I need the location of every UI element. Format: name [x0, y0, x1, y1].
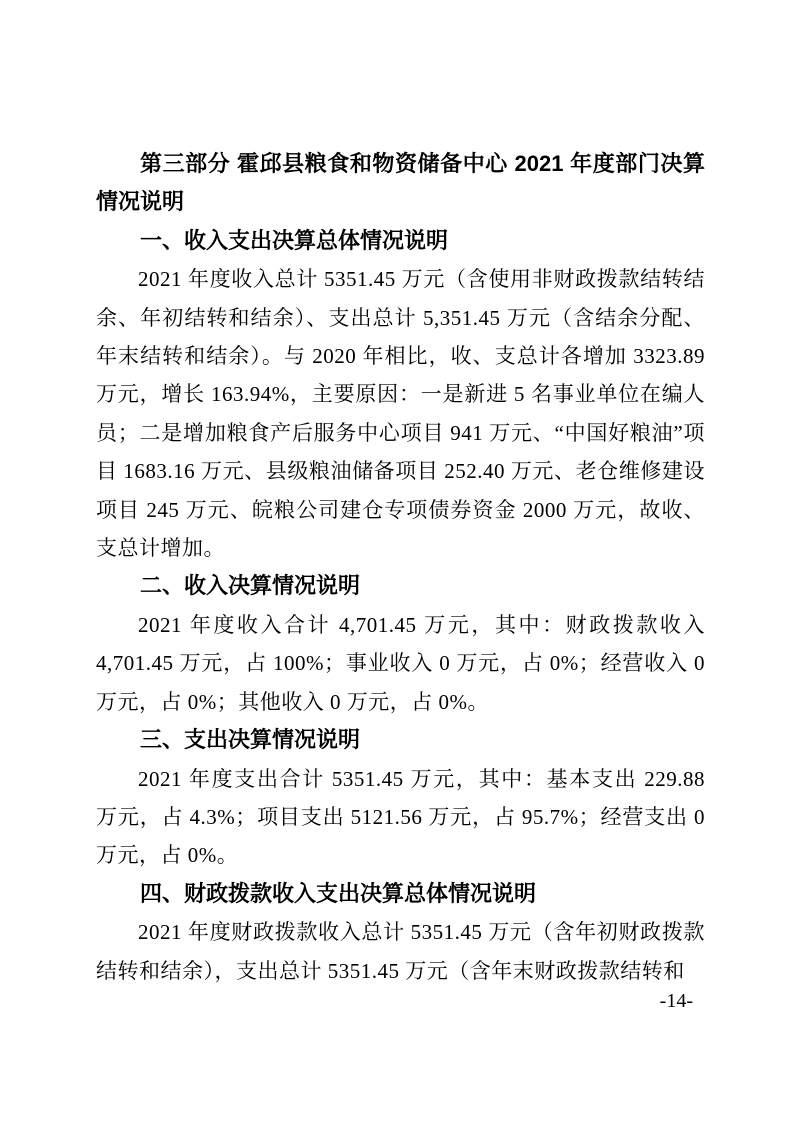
section-2-paragraph-1: 2021 年度收入合计 4,701.45 万元，其中：财政拨款收入 4,701.45 万元，占 100%；事业收入 0 万元，占 0%；经营收入 0 万元，占 0%；其他收入 0 万元，占 0%。 — [96, 612, 705, 714]
section-3-heading: 三、支出决算情况说明 — [140, 727, 361, 753]
page-number: -14- — [659, 990, 693, 1012]
section-2-heading: 二、收入决算情况说明 — [140, 573, 361, 599]
section-1-paragraph-1: 2021 年度收入总计 5351.45 万元（含使用非财政拨款结转结余、年初结转和结余）、支出总计 5,351.45 万元（含结余分配、年末结转和结余）。与 2020 年相比，收、支总计各增加 3323.89 万元，增长 163.94%，主要原因：一是新进 5 名事业单位在编人员；二是增加粮食产后服务中心项目 941 万元、“中国好粮油”项目 1683.16 万元、县级粮油储备项目 252.40 万元、老仓维修建设项目 245 万元、皖粮公司建仓专项债券资金 2000 万元，故收、支总计增加。 — [96, 267, 705, 561]
section-4-heading: 四、财政拨款收入支出决算总体情况说明 — [140, 880, 537, 906]
document-title: 第三部分 霍邱县粮食和物资储备中心 2021 年度部门决算情况说明 — [96, 151, 705, 215]
section-4-paragraph-1: 2021 年度财政拨款收入总计 5351.45 万元（含年初财政拨款结转和结余），支出总计 5351.45 万元（含年末财政拨款结转和 — [96, 920, 705, 983]
section-3-paragraph-1: 2021 年度支出合计 5351.45 万元，其中：基本支出 229.88 万元，占 4.3%；项目支出 5121.56 万元，占 95.7%；经营支出 0 万元，占 0%。 — [96, 766, 705, 868]
document-content — [96, 145, 705, 990]
section-1-heading: 一、收入支出决算总体情况说明 — [140, 227, 449, 253]
